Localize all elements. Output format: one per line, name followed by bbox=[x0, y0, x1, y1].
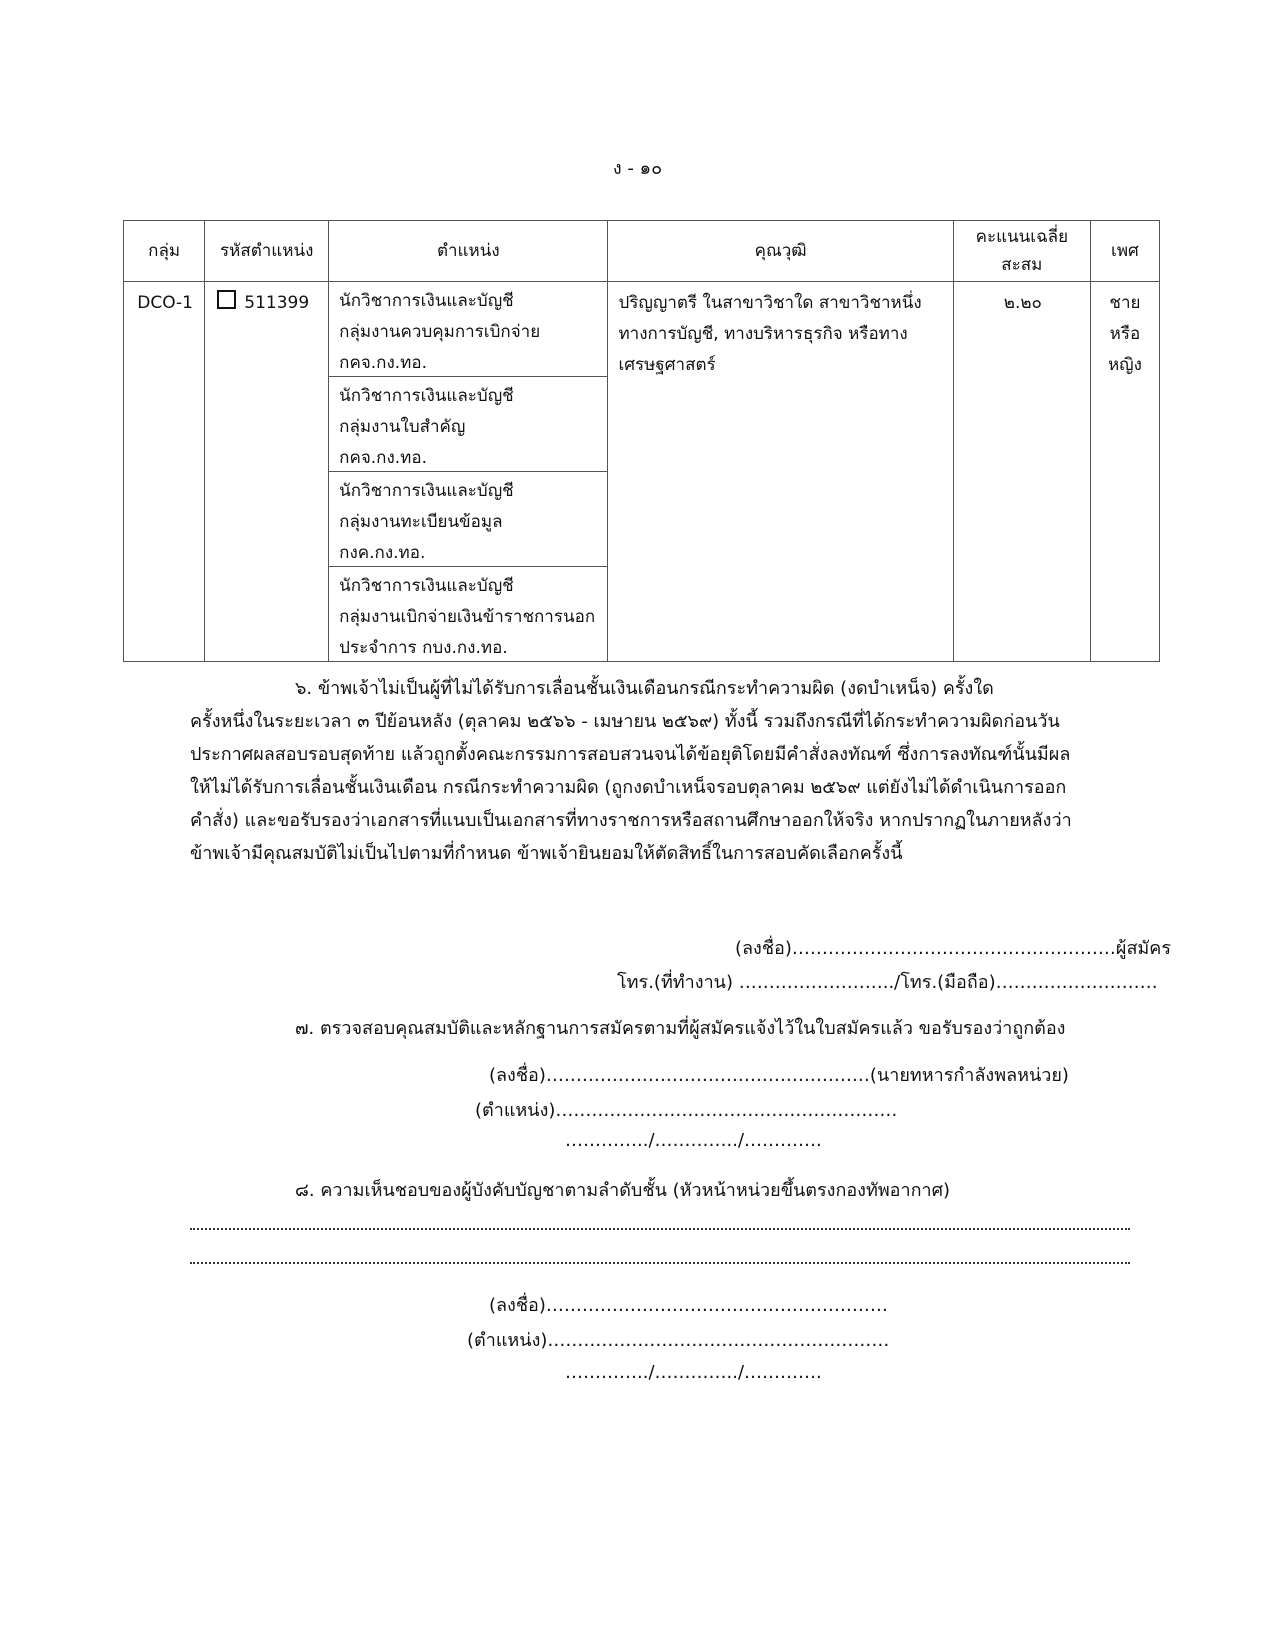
commander-date-field[interactable]: …………../…………../…………. bbox=[565, 1362, 822, 1383]
section-8-text: ๘. ความเห็นชอบของผู้บังคับบัญชาตามลำดับชั้น (หัวหน้าหน่วยขึ้นตรงกองทัพอากาศ) bbox=[295, 1180, 951, 1201]
position-unit: กลุ่มงานควบคุมการเบิกจ่าย bbox=[339, 322, 541, 342]
position-title: นักวิชาการเงินและบัญชี bbox=[339, 386, 514, 406]
position-division: กคจ.กง.ทอ. bbox=[339, 353, 428, 373]
table-header-row bbox=[124, 221, 1160, 282]
cell-positions bbox=[329, 282, 608, 662]
qualification-line: ทางการบัญชี, ทางบริหารธุรกิจ หรือทาง bbox=[618, 324, 908, 344]
gender-line: หญิง bbox=[1107, 355, 1142, 375]
cell-gender bbox=[1090, 282, 1159, 662]
section-7-text: ๗. ตรวจสอบคุณสมบัติและหลักฐานการสมัครตามที่ผู้สมัครแจ้งไว้ในใบสมัครแล้ว ขอรับรองว่าถูกต้อง bbox=[295, 1018, 1066, 1039]
position-item bbox=[329, 282, 607, 377]
qualification-line: ปริญญาตรี ในสาขาวิชาใด สาขาวิชาหนึ่ง bbox=[618, 293, 922, 313]
header-position: ตำแหน่ง bbox=[329, 221, 608, 282]
header-gpa-line1: คะแนนเฉลี่ย bbox=[975, 227, 1069, 247]
gpa-value: ๒.๒๐ bbox=[1003, 293, 1042, 313]
header-gender: เพศ bbox=[1090, 221, 1159, 282]
qualification-line: เศรษฐศาสตร์ bbox=[618, 355, 716, 375]
header-gpa bbox=[953, 221, 1090, 282]
comment-line-1[interactable] bbox=[190, 1228, 1130, 1230]
position-table bbox=[123, 220, 1160, 662]
group-value: DCO-1 bbox=[137, 293, 193, 313]
header-qualification: คุณวุฒิ bbox=[608, 221, 953, 282]
position-division: กงค.กง.ทอ. bbox=[339, 543, 426, 563]
gender-line: ชาย bbox=[1109, 293, 1141, 313]
position-unit: กลุ่มงานใบสำคัญ bbox=[339, 417, 466, 437]
section-6-line: ให้ไม่ได้รับการเลื่อนชั้นเงินเดือน กรณีกระทำความผิด (ถูกงดบำเหน็จรอบตุลาคม ๒๕๖๙ แต่ยังไม่ได้ดำเนินการออก bbox=[190, 777, 1067, 798]
cell-code bbox=[205, 282, 329, 662]
position-title: นักวิชาการเงินและบัญชี bbox=[339, 481, 514, 501]
section-6-line: ครั้งหนึ่งในระยะเวลา ๓ ปีย้อนหลัง (ตุลาคม ๒๕๖๖ - เมษายน ๒๕๖๙) ทั้งนี้ รวมถึงกรณีที่ได้กระทำความผิดก่อนวัน bbox=[190, 711, 1060, 732]
header-code: รหัสตำแหน่ง bbox=[205, 221, 329, 282]
header-group: กลุ่ม bbox=[124, 221, 205, 282]
page-number: ง - ๑๐ bbox=[612, 158, 663, 179]
section-6-line: คำสั่ง) และขอรับรองว่าเอกสารที่แนบเป็นเอกสารที่ทางราชการหรือสถานศึกษาออกให้จริง หากปรากฏในภายหลังว่า bbox=[190, 810, 1072, 831]
applicant-phone-field[interactable]: โทร.(ที่ทำงาน) ……………………../โทร.(มือถือ)……………………… bbox=[617, 972, 1158, 993]
code-value: 511399 bbox=[244, 293, 310, 313]
cell-group bbox=[124, 282, 205, 662]
commander-signature-field[interactable]: (ลงชื่อ)………………………………………………… bbox=[489, 1295, 888, 1316]
table-row bbox=[124, 282, 1160, 662]
position-checkbox[interactable] bbox=[217, 290, 236, 309]
section-6-paragraph bbox=[190, 672, 1130, 870]
position-unit: กลุ่มงานเบิกจ่ายเงินข้าราชการนอก bbox=[339, 607, 596, 627]
section-6-line: ข้าพเจ้ามีคุณสมบัติไม่เป็นไปตามที่กำหนด ข้าพเจ้ายินยอมให้ตัดสิทธิ์ในการสอบคัดเลือกครั้งนี้ bbox=[190, 843, 903, 864]
officer-date-field[interactable]: …………../…………../…………. bbox=[565, 1130, 822, 1151]
cell-gpa bbox=[953, 282, 1090, 662]
officer-position-field[interactable]: (ตำแหน่ง)………………………………………………… bbox=[475, 1100, 898, 1121]
position-item bbox=[329, 567, 607, 661]
position-division: กคจ.กง.ทอ. bbox=[339, 448, 428, 468]
position-unit: กลุ่มงานทะเบียนข้อมูล bbox=[339, 512, 503, 532]
cell-qualification bbox=[608, 282, 953, 662]
header-gpa-line2: สะสม bbox=[1001, 255, 1043, 275]
section-6-line: ประกาศผลสอบรอบสุดท้าย แล้วถูกตั้งคณะกรรมการสอบสวนจนได้ข้อยุติโดยมีคำสั่งลงทัณฑ์ ซึ่งการลงทัณฑ์นั้นมีผล bbox=[190, 744, 1071, 765]
applicant-signature-field[interactable]: (ลงชื่อ)………………………………………………ผู้สมัคร bbox=[735, 938, 1171, 959]
commander-position-field[interactable]: (ตำแหน่ง)………………………………………………… bbox=[467, 1330, 890, 1351]
position-title: นักวิชาการเงินและบัญชี bbox=[339, 576, 514, 596]
comment-line-2[interactable] bbox=[190, 1262, 1130, 1264]
officer-signature-field[interactable]: (ลงชื่อ)………………………………………………(นายทหารกำลังพลหน่วย) bbox=[489, 1065, 1069, 1086]
position-division: ประจำการ กบง.กง.ทอ. bbox=[339, 638, 508, 658]
position-title: นักวิชาการเงินและบัญชี bbox=[339, 291, 514, 311]
section-6-line: ๖. ข้าพเจ้าไม่เป็นผู้ที่ไม่ได้รับการเลื่อนชั้นเงินเดือนกรณีกระทำความผิด (งดบำเหน็จ) ครั้งใด bbox=[295, 678, 994, 699]
gender-line: หรือ bbox=[1109, 324, 1141, 344]
position-item bbox=[329, 377, 607, 472]
position-item bbox=[329, 472, 607, 567]
